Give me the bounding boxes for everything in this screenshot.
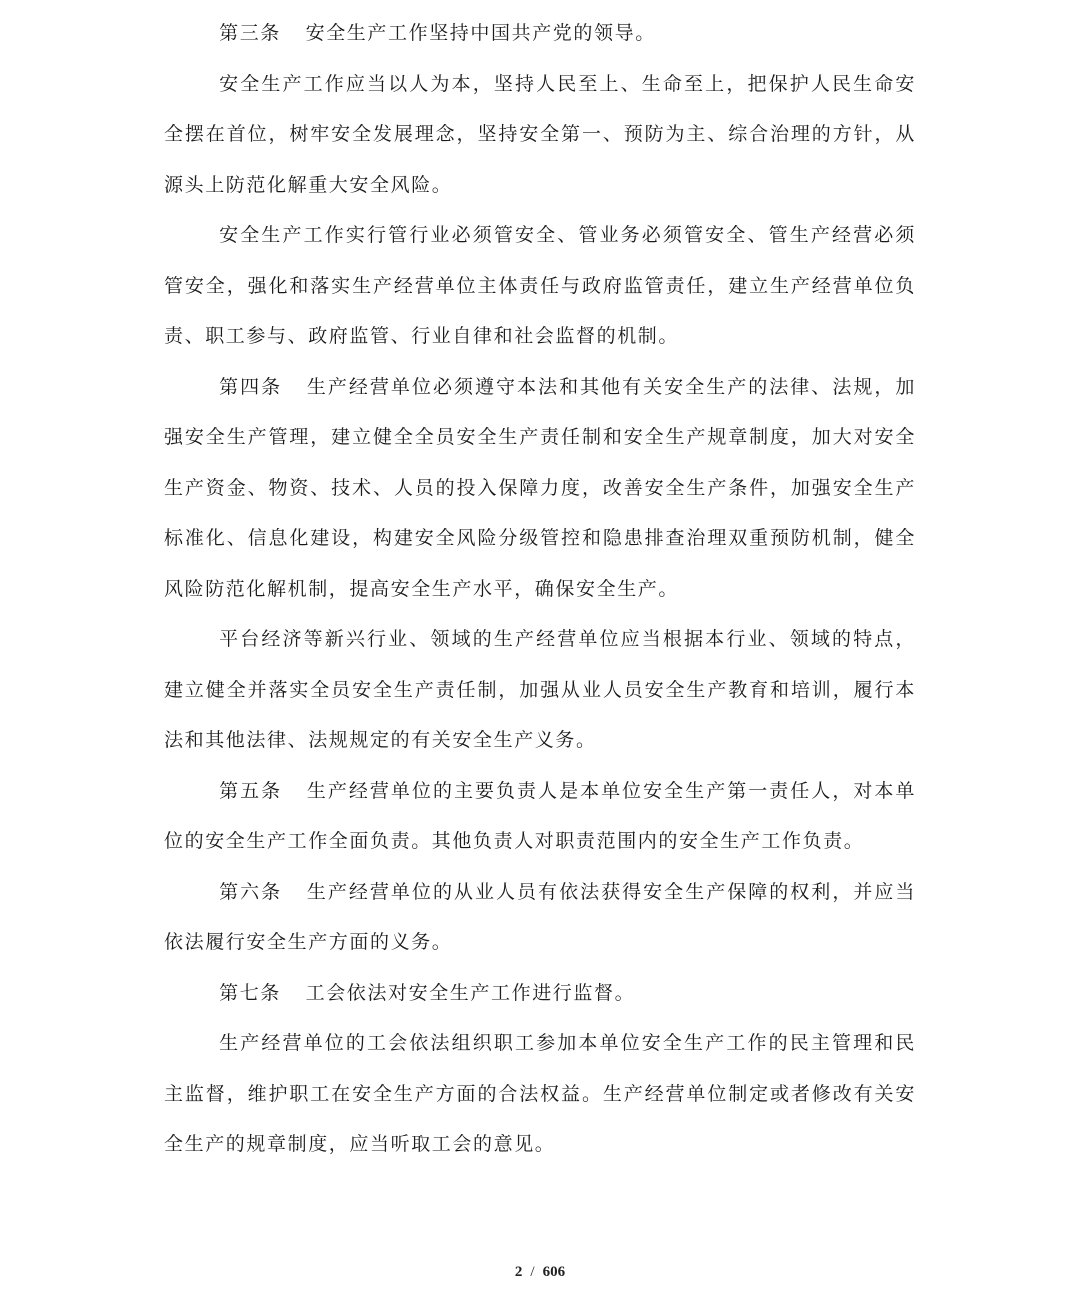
paragraph-text: 平台经济等新兴行业、领域的生产经营单位应当根据本行业、领域的特点，建立健全并落实全员安全生产责任制，加强从业人员安全生产教育和培训，履行本法和其他法律、法规规定的有关安全生产义务。 (164, 628, 916, 751)
article-number: 第七条 (219, 981, 281, 1004)
article-4-paragraph (164, 362, 916, 615)
current-page: 2 (514, 1264, 523, 1280)
total-pages: 606 (542, 1264, 566, 1280)
article-number: 第六条 (219, 880, 283, 903)
article-number: 第三条 (219, 22, 281, 44)
paragraph-text: 工会依法对安全生产工作进行监督。 (305, 981, 636, 1004)
paragraph-text: 生产经营单位必须遵守本法和其他有关安全生产的法律、法规，加强安全生产管理，建立健全全员安全生产责任制和安全生产规章制度，加大对安全生产资金、物资、技术、人员的投入保障力度，改善安全生产条件，加强安全生产标准化、信息化建设，构建安全风险分级管控和隐患排查治理双重预防机制，健全风险防范化解机制，提高安全生产水平，确保安全生产。 (164, 375, 916, 600)
page-number (0, 1264, 1080, 1281)
article-number: 第四条 (219, 375, 283, 398)
paragraph-text: 生产经营单位的工会依法组织职工参加本单位安全生产工作的民主管理和民主监督，维护职工在安全生产方面的合法权益。生产经营单位制定或者修改有关安全生产的规章制度，应当听取工会的意见。 (164, 1032, 916, 1155)
body-paragraph (164, 1018, 916, 1170)
paragraph-text: 生产经营单位的主要负责人是本单位安全生产第一责任人，对本单位的安全生产工作全面负责。其他负责人对职责范围内的安全生产工作负责。 (164, 779, 916, 852)
paragraph-text: 生产经营单位的从业人员有依法获得安全生产保障的权利，并应当依法履行安全生产方面的义务。 (164, 880, 916, 953)
body-paragraph (164, 210, 916, 362)
article-3-paragraph (164, 8, 916, 59)
page-separator: / (530, 1264, 535, 1280)
article-5-paragraph (164, 766, 916, 867)
article-6-paragraph (164, 867, 916, 968)
paragraph-text: 安全生产工作坚持中国共产党的领导。 (305, 22, 656, 44)
body-paragraph (164, 59, 916, 211)
article-7-paragraph (164, 968, 916, 1019)
paragraph-text: 安全生产工作实行管行业必须管安全、管业务必须管安全、管生产经营必须管安全，强化和落实生产经营单位主体责任与政府监管责任，建立生产经营单位负责、职工参与、政府监管、行业自律和社会监督的机制。 (164, 224, 916, 347)
body-paragraph (164, 614, 916, 766)
article-number: 第五条 (219, 779, 283, 802)
document-body (164, 8, 916, 1170)
paragraph-text: 安全生产工作应当以人为本，坚持人民至上、生命至上，把保护人民生命安全摆在首位，树牢安全发展理念，坚持安全第一、预防为主、综合治理的方针，从源头上防范化解重大安全风险。 (164, 72, 916, 196)
